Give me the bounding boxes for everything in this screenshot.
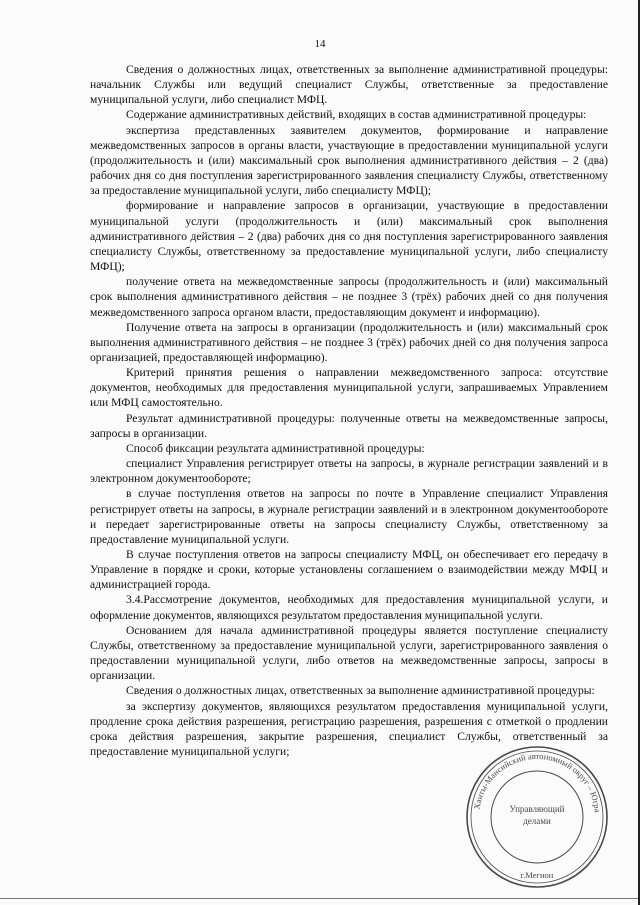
official-stamp <box>462 742 612 892</box>
stamp-ring-text: Ханты-Мансийский автономный округ – Югра <box>471 750 603 813</box>
paragraph: получение ответа на межведомственные запросы (продолжительность и (или) максимальный срок выполнения административного действия – не позднее 3 (трёх) рабочих дней со дня получения межведомственного запроса органом власти, предоставляющим документ и информацию). <box>90 275 608 319</box>
paragraph: Сведения о должностных лицах, ответственных за выполнение административной процедуры: начальник Службы или ведущий специалист Службы, ответственные за предоставление муниципальной услуги, либо специалист МФЦ. <box>90 63 608 107</box>
paragraph: специалист Управления регистрирует ответы на запросы, в журнале регистрации заявлений и в электронном документообороте; <box>90 457 608 486</box>
paragraph: В случае поступления ответов на запросы специалисту МФЦ, он обеспечивает его передачу в Управление в порядке и сроки, которые установлены соглашением о взаимодействии между МФЦ и администрацией города. <box>90 548 608 592</box>
paragraph: за экспертизу документов, являющихся результатом предоставления муниципальной услуги, продление срока действия разрешения, регистрацию разрешения, разрешения с отметкой о продлении срока действия разрешения, закрытие разрешения, специалист Службы, ответственный за предоставление муниципальной услуги; <box>90 699 608 759</box>
paragraph: Критерий принятия решения о направлении межведомственного запроса: отсутствие документов, необходимых для предоставления муниципальной услуги, запрашиваемых Управлением или МФЦ самостоятельно. <box>90 366 608 410</box>
paragraph: в случае поступления ответов на запросы по почте в Управление специалист Управления регистрирует ответы на запросы, в журнале регистрации заявлений и в электронном документообороте и передает зарегистрированные ответы на запросы специалисту Службы, ответственному за предоставление муниципальной услуги. <box>90 487 608 546</box>
paragraph: Получение ответа на запросы в организации (продолжительность и (или) максимальный срок выполнения административного действия – не позднее 3 (трёх) рабочих дней со дня получения запроса организацией, предоставляющей информацию). <box>90 320 608 364</box>
stamp-center-line1: Управляющий <box>509 804 565 814</box>
paragraph: Способ фиксации результата административной процедуры: <box>126 441 425 455</box>
paragraph: Основанием для начала административной процедуры является поступление специалисту Службы, ответственному за предоставление муниципальной услуги, зарегистрированного заявления о предоставлении муниципальной услуги, либо ответов на межведомственные запросы, запросы в организации. <box>90 623 608 683</box>
paragraph: Содержание административных действий, входящих в состав административной процедуры: <box>126 108 587 122</box>
paragraph: формирование и направление запросов в организации, участвующие в предоставлении муниципальной услуги (продолжительность и (или) максимальный срок выполнения административного действия – 2 (два) рабочих дня со дня поступления зарегистрированного заявления специалисту Службы, ответственному за предоставление муниципальной услуги, либо специалисту МФЦ); <box>90 199 608 274</box>
document-body <box>90 62 608 759</box>
paragraph: экспертиза представленных заявителем документов, формирование и направление межведомственных запросов в органы власти, участвующие в предоставлении муниципальной услуги (продолжительность и (или) максимальный срок выполнения административного действия – 2 (два) рабочих дня со дня поступления зарегистрированного заявления специалисту Службы, ответственному за предоставление муниципальной услуги, либо специалисту МФЦ); <box>90 123 608 198</box>
bottom-edge-line <box>0 898 638 899</box>
stamp-center-line2: делами <box>523 816 551 826</box>
paragraph: Сведения о должностных лицах, ответственных за выполнение административной процедуры: <box>126 684 595 698</box>
page-number: 14 <box>314 38 326 50</box>
paragraph: Результат административной процедуры: полученные ответы на межведомственные запросы, запросы в организации. <box>90 411 608 440</box>
stamp-city: г.Мегион <box>520 870 554 880</box>
paragraph: 3.4.Рассмотрение документов, необходимых для предоставления муниципальной услуги, и оформление документов, являющихся результатом предоставления муниципальной услуги. <box>90 593 608 622</box>
